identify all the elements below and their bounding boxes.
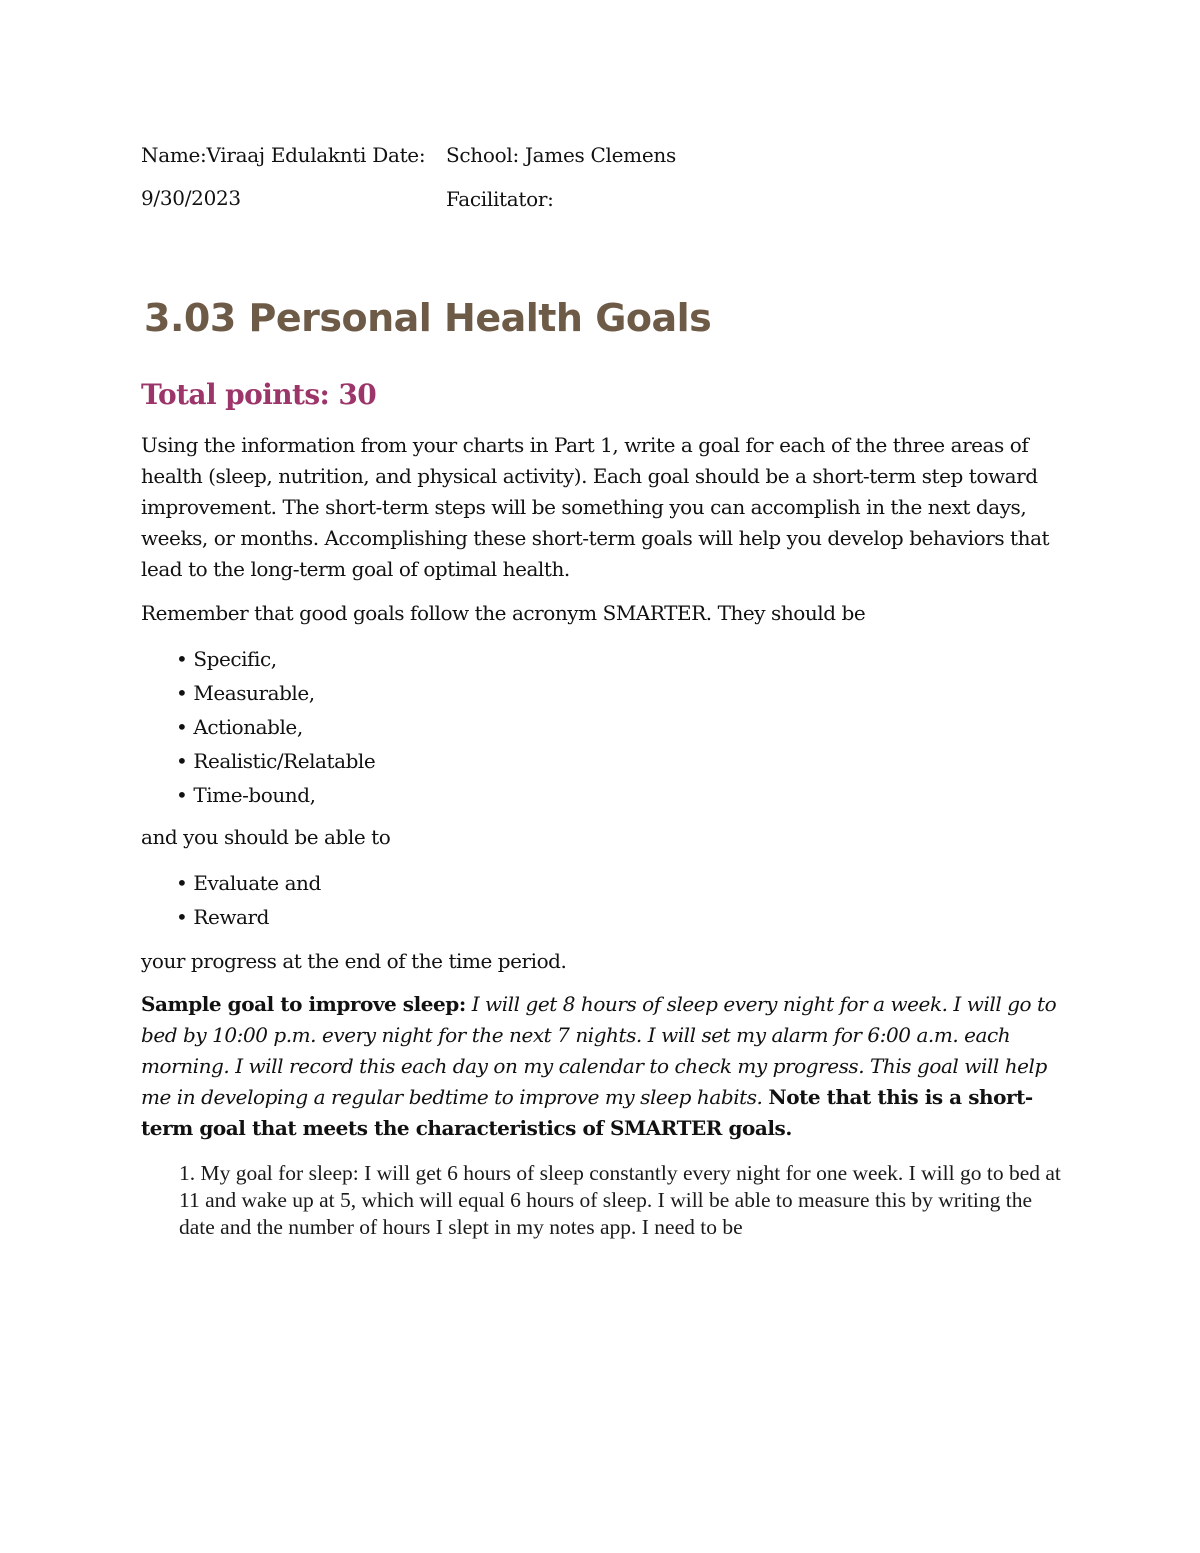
page-title: 3.03 Personal Health Goals (144, 296, 712, 340)
sample-goal-label: Sample goal to improve sleep: (141, 992, 466, 1016)
list-item: • Actionable, (176, 710, 375, 744)
able-to-text: and you should be able to (141, 825, 391, 849)
date-value: 9/30/2023 (141, 186, 241, 210)
sleep-goal-answer: 1. My goal for sleep: I will get 6 hours of sleep constantly every night for one week. I will go to bed at 11 and wake up at 5, which will equal 6 hours of sleep. I will be able to measure this by writing the date and the number of hours I slept in my notes app. I need to be (179, 1161, 1061, 1239)
sample-goal-note: Note that this is a short-term goal that meets the characteristics of SMARTER goals. (141, 1085, 1033, 1140)
intro-paragraph: Using the information from your charts in Part 1, write a goal for each of the three areas of health (sleep, nutrition, and physical activity). Each goal should be a short-term step toward improvement. The short-term steps will be something you can accomplish in the next days, weeks, or months. Accomplishing these short-term goals will help you develop behaviors that lead to the long-term goal of optimal health. (141, 433, 1050, 581)
list-item: • Realistic/Relatable (176, 744, 375, 778)
list-item: • Evaluate and (176, 866, 321, 900)
smarter-intro: Remember that good goals follow the acronym SMARTER. They should be (141, 601, 866, 625)
sample-goal-paragraph (141, 989, 1071, 1144)
smarter-list (176, 642, 375, 812)
sample-goal-text: I will get 8 hours of sleep every night for a week. I will go to bed by 10:00 p.m. every night for the next 7 nights. I will set my alarm for 6:00 a.m. each morning. I will record this each day on my calendar to check my progress. This goal will help me in developing a regular bedtime to improve my sleep habits. (141, 992, 1057, 1109)
list-item: • Specific, (176, 642, 375, 676)
name-date-label: Name:Viraaj Edulaknti Date: (141, 143, 426, 167)
list-item: • Time-bound, (176, 778, 375, 812)
progress-text: your progress at the end of the time period. (141, 949, 567, 973)
evaluate-list (176, 866, 321, 934)
facilitator-label: Facilitator: (446, 187, 554, 211)
total-points-heading: Total points: 30 (141, 378, 377, 411)
school-label: School: James Clemens (446, 143, 676, 167)
list-item: • Measurable, (176, 676, 375, 710)
list-item: • Reward (176, 900, 321, 934)
